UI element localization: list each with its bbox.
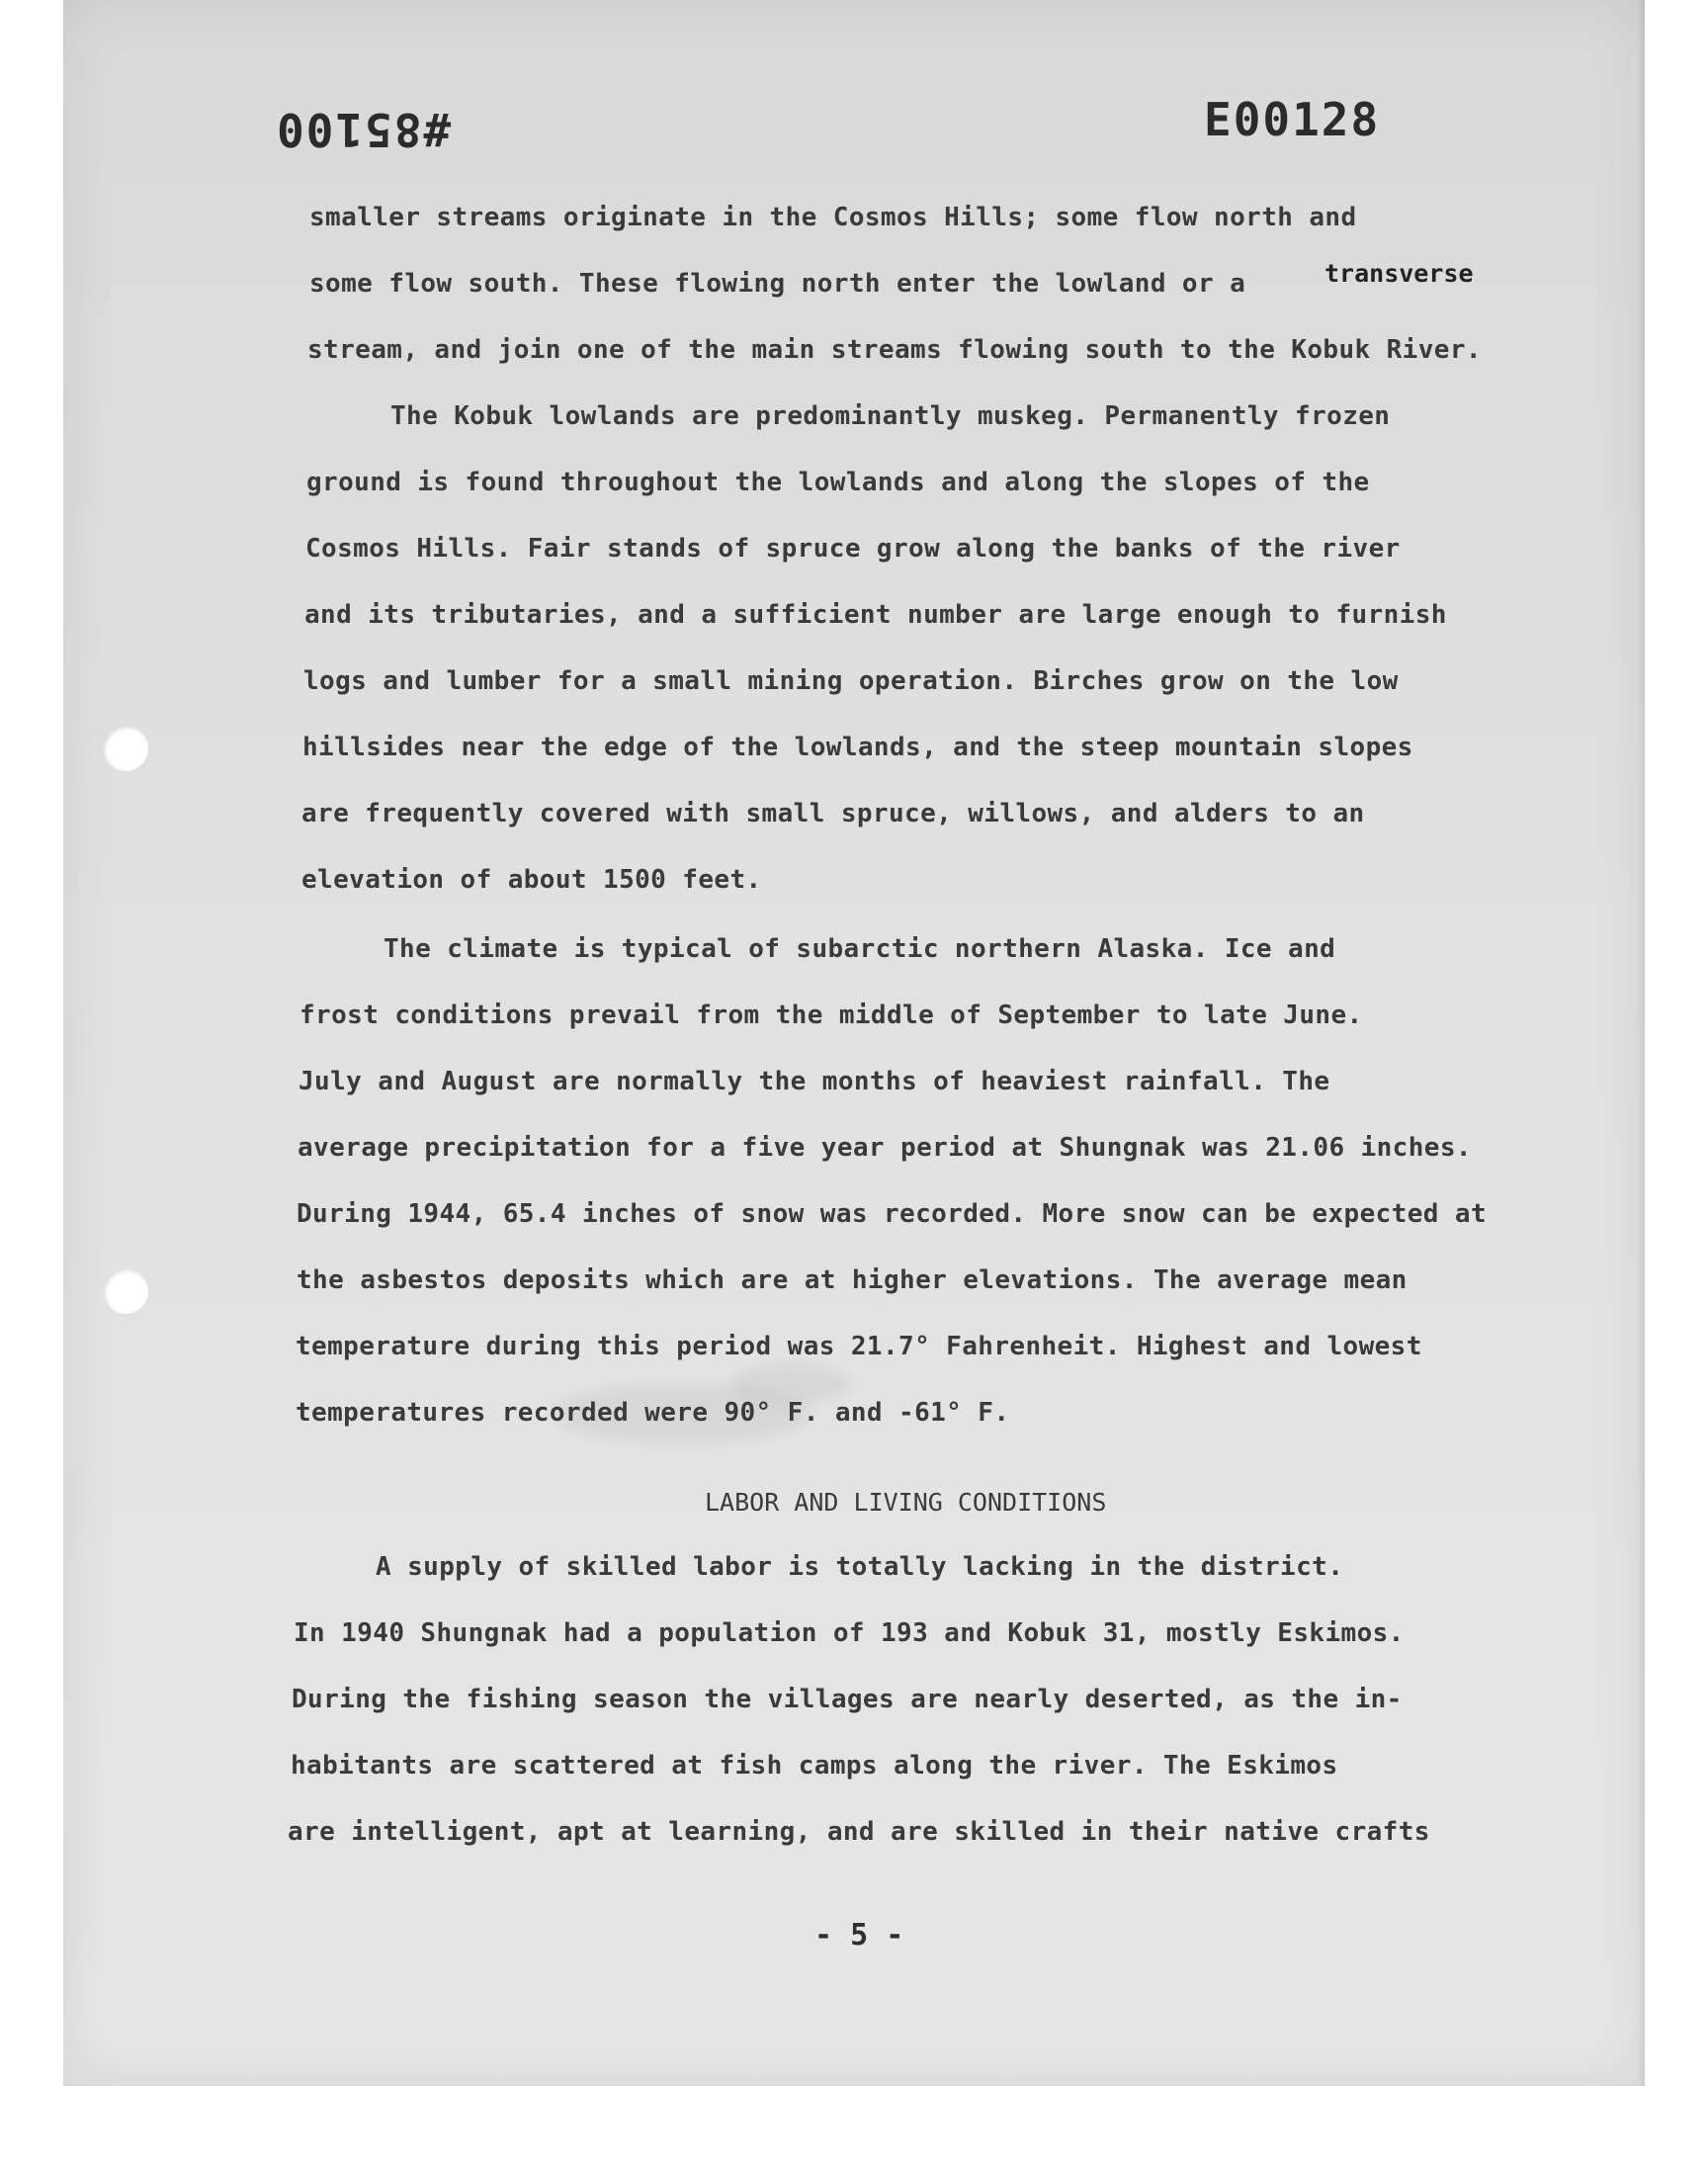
handwritten-correction: transverse <box>1324 259 1474 288</box>
text-line: average precipitation for a five year period at Shungnak was 21.06 inches. <box>298 1133 1472 1163</box>
text-line: The Kobuk lowlands are predominantly muskeg. Permanently frozen <box>390 401 1391 431</box>
text-line: habitants are scattered at fish camps along the river. The Eskimos <box>291 1751 1338 1781</box>
text-line: The climate is typical of subarctic northern Alaska. Ice and <box>384 934 1336 964</box>
text-line: smaller streams originate in the Cosmos Hills; some flow north and <box>309 203 1357 232</box>
punch-hole-top <box>103 726 148 771</box>
text-line: some flow south. These flowing north enter the lowland or a <box>309 269 1246 299</box>
text-line: frost conditions prevail from the middle of September to late June. <box>299 1000 1363 1030</box>
text-line: In 1940 Shungnak had a population of 193 and Kobuk 31, mostly Eskimos. <box>294 1618 1405 1648</box>
section-heading: LABOR AND LIVING CONDITIONS <box>705 1488 1107 1517</box>
text-line: July and August are normally the months of heaviest rainfall. The <box>299 1067 1330 1096</box>
text-line: During the fishing season the villages are nearly deserted, as the in- <box>292 1685 1403 1714</box>
text-line: temperature during this period was 21.7° Fahrenheit. Highest and lowest <box>296 1332 1422 1361</box>
page-edge-shadow <box>1637 0 1645 2086</box>
text-line: are frequently covered with small spruce, willows, and alders to an <box>301 799 1365 828</box>
text-line: ground is found throughout the lowlands and along the slopes of the <box>306 468 1370 497</box>
text-line: elevation of about 1500 feet. <box>301 865 762 895</box>
text-line: and its tributaries, and a sufficient number are large enough to furnish <box>304 600 1447 630</box>
document-number-right: E00128 <box>1204 93 1381 146</box>
text-line: stream, and join one of the main streams flowing south to the Kobuk River. <box>307 335 1482 365</box>
punch-hole-bottom <box>103 1268 148 1314</box>
text-line: are intelligent, apt at learning, and are skilled in their native crafts <box>288 1817 1430 1847</box>
text-line: the asbestos deposits which are at higher elevations. The average mean <box>297 1265 1408 1295</box>
text-line: hillsides near the edge of the lowlands, and the steep mountain slopes <box>302 733 1413 762</box>
text-line: Cosmos Hills. Fair stands of spruce grow along the banks of the river <box>305 534 1401 564</box>
text-line: temperatures recorded were 90° F. and -61° F. <box>296 1398 1010 1428</box>
text-line: During 1944, 65.4 inches of snow was recorded. More snow can be expected at <box>297 1199 1487 1229</box>
text-line: logs and lumber for a small mining operation. Birches grow on the low <box>303 666 1399 696</box>
document-number-left: #85100 <box>275 103 452 156</box>
text-line: A supply of skilled labor is totally lacking in the district. <box>376 1552 1344 1582</box>
page-number: - 5 - <box>814 1918 904 1953</box>
